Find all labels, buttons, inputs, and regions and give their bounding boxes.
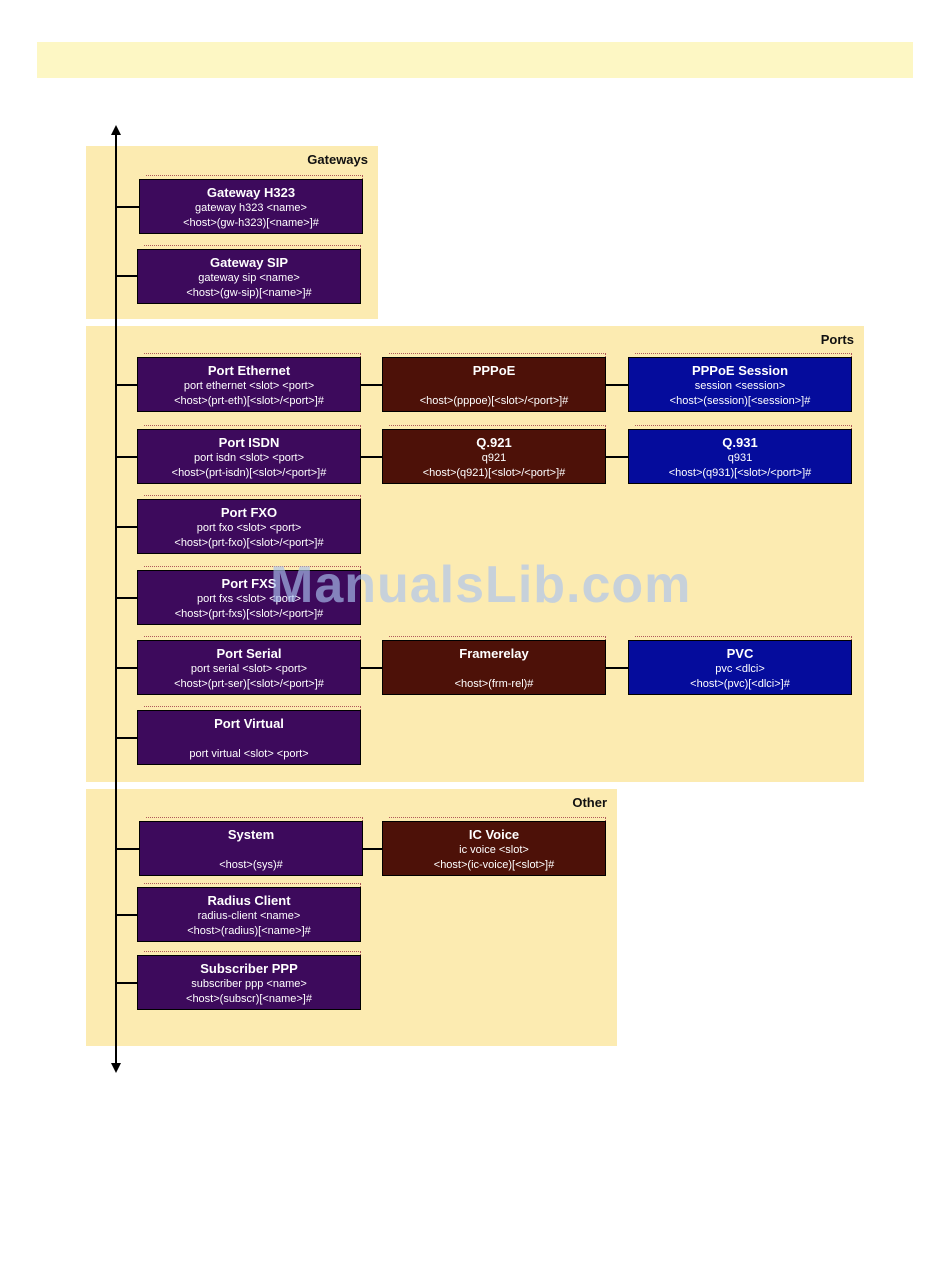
port-fxo-box [137, 499, 361, 554]
box-title: Radius Client [207, 893, 291, 908]
box-title: Port FXS [221, 576, 277, 591]
q921-box [382, 429, 606, 484]
box-title: Port Serial [216, 646, 282, 661]
port-fxs-box [137, 570, 361, 625]
box-prompt: port virtual <slot> <port> [189, 748, 309, 760]
box-command: q931 [727, 452, 753, 464]
connector [116, 275, 138, 277]
box-prompt: <host>(subscr)[<name>]# [186, 993, 312, 1005]
box-title: Port FXO [220, 505, 278, 520]
pppoe-session-box [628, 357, 852, 412]
box-title: Port Virtual [214, 716, 284, 731]
box-command: port isdn <slot> <port> [193, 452, 305, 464]
arrow-up-icon [111, 125, 121, 135]
box-prompt: <host>(frm-rel)# [454, 678, 534, 690]
box-prompt: <host>(gw-sip)[<name>]# [186, 287, 312, 299]
box-title: PVC [726, 646, 754, 661]
subscriber-ppp-box [137, 955, 361, 1010]
connector [116, 737, 138, 739]
box-command: q921 [481, 452, 507, 464]
header-bar [37, 42, 913, 78]
box-title: Subscriber PPP [200, 961, 298, 976]
box-title: PPPoE [472, 363, 516, 378]
box-prompt: <host>(sys)# [219, 859, 283, 871]
box-command: port serial <slot> <port> [190, 663, 308, 675]
connector [361, 667, 383, 669]
box-prompt: <host>(pvc)[<dlci>]# [690, 678, 790, 690]
box-title: Gateway H323 [206, 185, 296, 200]
box-title: Q.931 [722, 435, 758, 450]
box-prompt: <host>(q921)[<slot>/<port>]# [422, 467, 566, 479]
box-command: port ethernet <slot> <port> [183, 380, 315, 392]
connector [606, 384, 629, 386]
box-command: radius-client <name> [197, 910, 301, 922]
pvc-box [628, 640, 852, 695]
connector [606, 667, 629, 669]
box-command [383, 379, 605, 394]
port-isdn-box [137, 429, 361, 484]
box-command [383, 662, 605, 677]
box-prompt: <host>(prt-fxs)[<slot>/<port>]# [174, 608, 324, 620]
connector [606, 456, 629, 458]
connector [116, 206, 140, 208]
connector [361, 456, 383, 458]
box-title: Framerelay [459, 646, 529, 661]
box-command: ic voice <slot> [459, 844, 529, 856]
box-prompt: <host>(prt-eth)[<slot>/<port>]# [174, 395, 324, 407]
system-box [139, 821, 363, 876]
connector [116, 384, 138, 386]
box-title: Port Ethernet [207, 363, 291, 378]
box-command: port fxs <slot> <port> [197, 593, 301, 605]
group-title-other: Other [572, 795, 607, 810]
box-command [138, 732, 360, 747]
box-title: Q.921 [476, 435, 512, 450]
box-prompt: <host>(session)[<session>]# [669, 395, 811, 407]
port-serial-box [137, 640, 361, 695]
box-prompt: <host>(gw-h323)[<name>]# [183, 217, 319, 229]
box-prompt: <host>(ic-voice)[<slot>]# [433, 859, 555, 871]
q931-box [628, 429, 852, 484]
box-command: pvc <dlci> [715, 663, 765, 675]
box-title: Port ISDN [218, 435, 280, 450]
arrow-down-icon [111, 1063, 121, 1073]
connector [362, 848, 383, 850]
radius-client-box [137, 887, 361, 942]
group-title-ports: Ports [820, 332, 854, 347]
box-command: port fxo <slot> <port> [196, 522, 302, 534]
box-prompt: <host>(q931)[<slot>/<port>]# [668, 467, 812, 479]
box-prompt: <host>(prt-isdn)[<slot>/<port>]# [171, 467, 327, 479]
connector [116, 456, 138, 458]
gateway-sip-box [137, 249, 361, 304]
connector [116, 848, 140, 850]
box-prompt: <host>(prt-ser)[<slot>/<port>]# [174, 678, 324, 690]
box-command: gateway h323 <name> [195, 202, 307, 214]
port-ethernet-box [137, 357, 361, 412]
box-command [140, 843, 362, 858]
box-prompt: <host>(pppoe)[<slot>/<port>]# [419, 395, 569, 407]
connector [116, 667, 138, 669]
box-title: System [227, 827, 275, 842]
watermark: ManualsLib.com [270, 556, 692, 614]
connector [116, 914, 138, 916]
box-title: PPPoE Session [691, 363, 789, 378]
port-virtual-box [137, 710, 361, 765]
gateway-h323-box [139, 179, 363, 234]
box-prompt: <host>(prt-fxo)[<slot>/<port>]# [174, 537, 324, 549]
ic-voice-box [382, 821, 606, 876]
box-prompt: <host>(radius)[<name>]# [187, 925, 311, 937]
box-title: Gateway SIP [209, 255, 289, 270]
framerelay-box [382, 640, 606, 695]
connector [361, 384, 383, 386]
pppoe-box [382, 357, 606, 412]
connector [116, 526, 138, 528]
box-title: IC Voice [468, 827, 520, 842]
box-command: gateway sip <name> [198, 272, 300, 284]
box-command: session <session> [694, 380, 786, 392]
box-command: subscriber ppp <name> [191, 978, 307, 990]
group-title-gateways: Gateways [307, 152, 368, 167]
connector [116, 597, 138, 599]
connector [116, 982, 138, 984]
hierarchy-axis [115, 132, 117, 1066]
